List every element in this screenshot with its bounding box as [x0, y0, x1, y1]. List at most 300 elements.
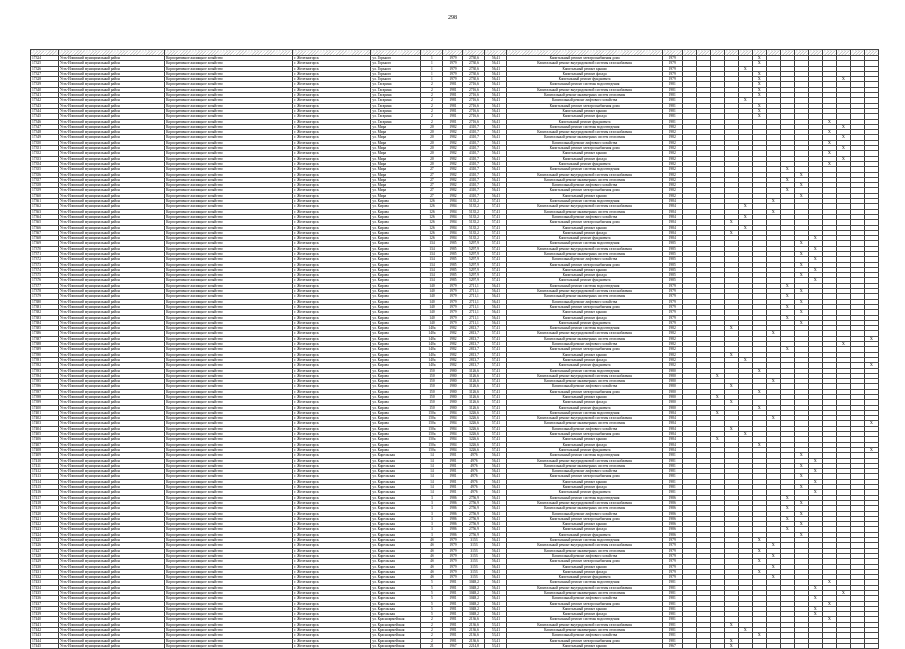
- table-cell: Корпоративное жилищное хозяйство: [165, 342, 293, 347]
- table-cell: 3: [421, 516, 443, 521]
- table-cell: 1984: [443, 442, 463, 447]
- table-cell: Капитальный ремонт лифтового хозяйства: [507, 384, 662, 389]
- work-mark: X: [808, 596, 822, 601]
- table-cell: 57,41: [485, 416, 507, 421]
- table-cell: Корпоративное жилищное хозяйство: [165, 124, 293, 129]
- table-cell: Капитальный ремонт электроснабжения дома: [507, 188, 662, 193]
- work-mark: X: [752, 93, 766, 98]
- table-cell: г. Железногорск: [293, 140, 371, 145]
- table-cell: 1984: [443, 426, 463, 431]
- table-cell: Корпоративное жилищное хозяйство: [165, 395, 293, 400]
- table-cell: 56,41: [485, 183, 507, 188]
- table-cell: 56,41: [485, 108, 507, 113]
- table-cell: 4976: [463, 463, 485, 468]
- table-cell: 1986: [443, 532, 463, 537]
- table-cell: 2711,1: [463, 304, 485, 309]
- table-cell: ул. Гагарина: [371, 103, 421, 108]
- table-cell: 17370: [31, 246, 59, 251]
- table-cell: ул. Кирова: [371, 447, 421, 452]
- table-cell: 1986: [662, 522, 682, 527]
- table-cell: 56,41: [485, 119, 507, 124]
- table-cell: Капитальный ремонт электроснабжения дома: [507, 601, 662, 606]
- table-cell: Корпоративное жилищное хозяйство: [165, 93, 293, 98]
- table-cell: 17420: [31, 511, 59, 516]
- table-cell: 17410: [31, 458, 59, 463]
- table-cell: 56,41: [485, 299, 507, 304]
- table-cell: 140: [421, 315, 443, 320]
- table-cell: 17374: [31, 267, 59, 272]
- empty-cell: [766, 643, 780, 648]
- table-cell: 5135,2: [463, 220, 485, 225]
- table-cell: 140а: [421, 326, 443, 331]
- table-cell: Корпоративное жилищное хозяйство: [165, 564, 293, 569]
- work-mark: X: [794, 500, 808, 505]
- table-cell: Усть-Илимский муниципальный район: [59, 569, 165, 574]
- table-cell: Капитальный ремонт электроснабжения дома: [507, 389, 662, 394]
- work-mark: X: [752, 633, 766, 638]
- table-cell: г. Железногорск: [293, 463, 371, 468]
- table-cell: 1984: [443, 220, 463, 225]
- table-cell: 1984: [443, 204, 463, 209]
- work-mark: X: [794, 273, 808, 278]
- table-cell: ул. Гагарина: [371, 114, 421, 119]
- table-cell: 1981: [662, 580, 682, 585]
- table-cell: Усть-Илимский муниципальный район: [59, 612, 165, 617]
- table-cell: 17342: [31, 98, 59, 103]
- table-cell: г. Железногорск: [293, 278, 371, 283]
- table-cell: 1981: [443, 485, 463, 490]
- table-cell: 1985: [662, 273, 682, 278]
- table-cell: 2711,1: [463, 315, 485, 320]
- table-cell: 17358: [31, 183, 59, 188]
- table-cell: Усть-Илимский муниципальный район: [59, 463, 165, 468]
- table-cell: 17351: [31, 146, 59, 151]
- table-cell: 1985: [443, 257, 463, 262]
- table-cell: 1982: [662, 124, 682, 129]
- table-cell: Капитальный ремонт фасада: [507, 273, 662, 278]
- table-cell: Корпоративное жилищное хозяйство: [165, 410, 293, 415]
- table-cell: 2711,1: [463, 294, 485, 299]
- table-cell: 1982: [443, 151, 463, 156]
- table-cell: Корпоративное жилищное хозяйство: [165, 66, 293, 71]
- table-cell: Усть-Илимский муниципальный район: [59, 580, 165, 585]
- work-mark: X: [808, 257, 822, 262]
- table-cell: Усть-Илимский муниципальный район: [59, 87, 165, 92]
- table-cell: 134: [421, 241, 443, 246]
- table-cell: 3126,6: [463, 379, 485, 384]
- table-cell: Капитальный ремонт электроснабжения дома: [507, 516, 662, 521]
- table-cell: Капитальный ремонт инженерных систем отопления: [507, 463, 662, 468]
- table-cell: Усть-Илимский муниципальный район: [59, 183, 165, 188]
- table-cell: 1980: [662, 368, 682, 373]
- table-cell: 17396: [31, 384, 59, 389]
- table-cell: 1981: [662, 633, 682, 638]
- table-cell: 1982: [662, 156, 682, 161]
- work-mark: X: [724, 326, 738, 331]
- table-cell: Капитальный ремонт фасада: [507, 315, 662, 320]
- table-cell: Корпоративное жилищное хозяйство: [165, 71, 293, 76]
- table-cell: Усть-Илимский муниципальный район: [59, 93, 165, 98]
- table-cell: Корпоративное жилищное хозяйство: [165, 214, 293, 219]
- table-cell: Капитальный ремонт внутридомовой системы газоснабжения: [507, 246, 662, 251]
- table-cell: г. Железногорск: [293, 400, 371, 405]
- table-cell: г. Железногорск: [293, 447, 371, 452]
- table-cell: Усть-Илимский муниципальный район: [59, 326, 165, 331]
- table-cell: 134: [421, 246, 443, 251]
- table-cell: ул. Карельская: [371, 527, 421, 532]
- table-cell: ул. Гагарина: [371, 119, 421, 124]
- table-cell: 1981: [662, 585, 682, 590]
- table-cell: 2: [421, 87, 443, 92]
- table-cell: 1979: [662, 299, 682, 304]
- table-cell: г. Железногорск: [293, 304, 371, 309]
- table-cell: 14: [421, 490, 443, 495]
- table-cell: 1985: [662, 262, 682, 267]
- work-mark: X: [808, 612, 822, 617]
- table-cell: г. Железногорск: [293, 209, 371, 214]
- table-cell: 4310,7: [463, 130, 485, 135]
- work-mark: X: [864, 447, 878, 452]
- table-cell: 2716,6: [463, 93, 485, 98]
- table-cell: Корпоративное жилищное хозяйство: [165, 368, 293, 373]
- table-cell: ул. Кирова: [371, 368, 421, 373]
- table-cell: 17324: [31, 56, 59, 61]
- table-cell: 1985: [662, 246, 682, 251]
- table-cell: Капитальный ремонт инженерных систем отопления: [507, 421, 662, 426]
- table-cell: Корпоративное жилищное хозяйство: [165, 490, 293, 495]
- table-cell: 1: [421, 66, 443, 71]
- table-cell: Усть-Илимский муниципальный район: [59, 193, 165, 198]
- table-cell: 27: [421, 167, 443, 172]
- table-cell: 1979: [443, 304, 463, 309]
- work-mark: X: [780, 495, 794, 500]
- table-cell: ул. Кирова: [371, 289, 421, 294]
- table-cell: 56,41: [485, 146, 507, 151]
- table-cell: 20: [421, 124, 443, 129]
- table-cell: 56,41: [485, 559, 507, 564]
- table-cell: 17369: [31, 241, 59, 246]
- table-cell: 57,41: [485, 426, 507, 431]
- table-cell: ул. Кирова: [371, 294, 421, 299]
- table-cell: Корпоративное жилищное хозяйство: [165, 458, 293, 463]
- table-cell: 53,41: [485, 617, 507, 622]
- table-cell: 20: [421, 140, 443, 145]
- table-cell: г. Железногорск: [293, 590, 371, 595]
- table-cell: 134: [421, 251, 443, 256]
- table-cell: 2716,6: [463, 98, 485, 103]
- table-cell: Капитальный ремонт лифтового хозяйства: [507, 469, 662, 474]
- table-cell: 56,41: [485, 114, 507, 119]
- table-cell: 56,41: [485, 103, 507, 108]
- table-cell: Капитальный ремонт внутридомовой системы газоснабжения: [507, 500, 662, 505]
- table-cell: Капитальный ремонт фундамента: [507, 447, 662, 452]
- table-cell: 1982: [662, 151, 682, 156]
- table-cell: 17430: [31, 564, 59, 569]
- work-mark: X: [738, 98, 752, 103]
- table-cell: ул. Мира: [371, 146, 421, 151]
- table-cell: Корпоративное жилищное хозяйство: [165, 310, 293, 315]
- table-cell: 1986: [662, 516, 682, 521]
- table-cell: г. Железногорск: [293, 421, 371, 426]
- work-mark: X: [836, 342, 850, 347]
- table-cell: Корпоративное жилищное хозяйство: [165, 596, 293, 601]
- table-cell: ул. Кирова: [371, 199, 421, 204]
- table-cell: 1984: [662, 209, 682, 214]
- work-mark: X: [780, 283, 794, 288]
- table-cell: Капитальный ремонт электроснабжения дома: [507, 56, 662, 61]
- table-cell: Капитальный ремонт фасада: [507, 400, 662, 405]
- table-cell: 57,41: [485, 379, 507, 384]
- table-cell: Корпоративное жилищное хозяйство: [165, 606, 293, 611]
- table-cell: 17383: [31, 315, 59, 320]
- table-cell: Капитальный ремонт фундамента: [507, 161, 662, 166]
- work-mark: X: [766, 543, 780, 548]
- table-cell: г. Железногорск: [293, 342, 371, 347]
- table-cell: 17327: [31, 71, 59, 76]
- table-cell: 134: [421, 257, 443, 262]
- table-cell: Усть-Илимский муниципальный район: [59, 119, 165, 124]
- table-cell: Корпоративное жилищное хозяйство: [165, 405, 293, 410]
- table-cell: Капитальный ремонт крыши: [507, 193, 662, 198]
- table-cell: 17325: [31, 61, 59, 66]
- table-cell: 1981: [443, 453, 463, 458]
- table-cell: 56,41: [485, 320, 507, 325]
- table-cell: Капитальный ремонт крыши: [507, 108, 662, 113]
- table-cell: ул. Мира: [371, 140, 421, 145]
- work-mark: X: [752, 103, 766, 108]
- table-cell: 1982: [443, 331, 463, 336]
- table-cell: 1984: [443, 447, 463, 452]
- table-cell: Усть-Илимский муниципальный район: [59, 299, 165, 304]
- table-cell: 1982: [443, 183, 463, 188]
- table-cell: Усть-Илимский муниципальный район: [59, 453, 165, 458]
- table-cell: 1967: [662, 643, 682, 648]
- table-cell: 1979: [662, 569, 682, 574]
- work-mark: X: [780, 294, 794, 299]
- table-cell: 2: [421, 633, 443, 638]
- table-cell: ул. Горького: [371, 56, 421, 61]
- table-cell: Корпоративное жилищное хозяйство: [165, 590, 293, 595]
- table-cell: 4310,7: [463, 193, 485, 198]
- table-cell: Капитальный ремонт фасада: [507, 114, 662, 119]
- table-cell: 2711,1: [463, 283, 485, 288]
- empty-cell: [696, 643, 710, 648]
- table-cell: 140: [421, 299, 443, 304]
- table-cell: Усть-Илимский муниципальный район: [59, 416, 165, 421]
- table-cell: 56,41: [485, 453, 507, 458]
- table-cell: 2756,9: [463, 516, 485, 521]
- table-cell: 4976: [463, 485, 485, 490]
- table-cell: Корпоративное жилищное хозяйство: [165, 103, 293, 108]
- table-cell: 2756,9: [463, 527, 485, 532]
- table-cell: Капитальный ремонт системы водоотведения: [507, 495, 662, 500]
- table-cell: Корпоративное жилищное хозяйство: [165, 140, 293, 145]
- table-cell: г. Железногорск: [293, 161, 371, 166]
- table-cell: 1979: [662, 553, 682, 558]
- table-cell: 1982: [662, 363, 682, 368]
- table-cell: 1980: [443, 395, 463, 400]
- table-cell: 17428: [31, 553, 59, 558]
- table-cell: Капитальный ремонт крыши: [507, 310, 662, 315]
- table-cell: 1980: [443, 405, 463, 410]
- table-cell: 56,41: [485, 538, 507, 543]
- table-cell: 3048,2: [463, 606, 485, 611]
- table-cell: 1981: [443, 108, 463, 113]
- table-cell: 150а: [421, 416, 443, 421]
- table-cell: 17384: [31, 320, 59, 325]
- table-cell: г. Железногорск: [293, 368, 371, 373]
- table-cell: Капитальный ремонт лифтового хозяйства: [507, 183, 662, 188]
- table-cell: 56,41: [485, 601, 507, 606]
- table-cell: ул. Кирова: [371, 257, 421, 262]
- table-cell: Корпоративное жилищное хозяйство: [165, 320, 293, 325]
- table-cell: 1982: [443, 124, 463, 129]
- table-cell: 1982: [662, 326, 682, 331]
- table-cell: Корпоративное жилищное хозяйство: [165, 469, 293, 474]
- table-cell: ул. Красноармейская: [371, 633, 421, 638]
- work-mark: X: [794, 172, 808, 177]
- table-cell: 56,41: [485, 469, 507, 474]
- table-cell: 2136,6: [463, 622, 485, 627]
- table-cell: 1984: [443, 416, 463, 421]
- table-cell: Капитальный ремонт системы водоотведения: [507, 124, 662, 129]
- work-mark: X: [752, 61, 766, 66]
- work-mark: X: [836, 77, 850, 82]
- table-cell: ул. Кирова: [371, 331, 421, 336]
- table-cell: Корпоративное жилищное хозяйство: [165, 416, 293, 421]
- table-cell: г. Железногорск: [293, 289, 371, 294]
- table-cell: Корпоративное жилищное хозяйство: [165, 289, 293, 294]
- table-cell: 4310,7: [463, 161, 485, 166]
- table-cell: 1979: [662, 320, 682, 325]
- table-cell: 14: [421, 469, 443, 474]
- table-cell: Усть-Илимский муниципальный район: [59, 251, 165, 256]
- table-cell: 17357: [31, 177, 59, 182]
- table-cell: 1979: [662, 56, 682, 61]
- table-cell: Корпоративное жилищное хозяйство: [165, 421, 293, 426]
- table-cell: Корпоративное жилищное хозяйство: [165, 236, 293, 241]
- table-cell: Усть-Илимский муниципальный район: [59, 485, 165, 490]
- empty-cell: [836, 643, 850, 648]
- table-cell: 17426: [31, 543, 59, 548]
- table-cell: Корпоративное жилищное хозяйство: [165, 522, 293, 527]
- empty-cell: [752, 643, 766, 648]
- table-cell: г. Железногорск: [293, 612, 371, 617]
- table-cell: 3126,6: [463, 384, 485, 389]
- table-cell: 1981: [662, 612, 682, 617]
- table-cell: 4976: [463, 474, 485, 479]
- table-cell: 17381: [31, 304, 59, 309]
- table-cell: 150: [421, 400, 443, 405]
- table-cell: Корпоративное жилищное хозяйство: [165, 220, 293, 225]
- table-cell: 3153: [463, 553, 485, 558]
- table-cell: 2813,7: [463, 336, 485, 341]
- table-cell: 1979: [662, 543, 682, 548]
- table-cell: 1979: [662, 315, 682, 320]
- work-mark: X: [794, 453, 808, 458]
- table-cell: Усть-Илимский муниципальный район: [59, 495, 165, 500]
- table-cell: 17415: [31, 485, 59, 490]
- table-cell: 1979: [662, 66, 682, 71]
- table-cell: ул. Мира: [371, 161, 421, 166]
- table-cell: 1985: [443, 251, 463, 256]
- table-cell: Усть-Илимский муниципальный район: [59, 151, 165, 156]
- table-cell: 17390: [31, 352, 59, 357]
- work-mark: X: [822, 151, 836, 156]
- table-cell: 20: [421, 135, 443, 140]
- table-cell: 1979: [662, 294, 682, 299]
- table-cell: 17413: [31, 474, 59, 479]
- table-cell: 1979: [662, 564, 682, 569]
- work-mark: X: [808, 278, 822, 283]
- table-cell: ул. Карельская: [371, 485, 421, 490]
- table-cell: Усть-Илимский муниципальный район: [59, 278, 165, 283]
- table-cell: Корпоративное жилищное хозяйство: [165, 437, 293, 442]
- table-cell: Капитальный ремонт лифтового хозяйства: [507, 553, 662, 558]
- work-mark: X: [794, 474, 808, 479]
- table-cell: 17366: [31, 225, 59, 230]
- table-cell: 56,41: [485, 161, 507, 166]
- table-cell: ул. Мира: [371, 177, 421, 182]
- table-cell: 150: [421, 395, 443, 400]
- table-cell: Корпоративное жилищное хозяйство: [165, 278, 293, 283]
- table-cell: ул. Кирова: [371, 304, 421, 309]
- table-cell: 56,41: [485, 522, 507, 527]
- table-cell: 1982: [443, 326, 463, 331]
- table-cell: Капитальный ремонт фундамента: [507, 490, 662, 495]
- table-cell: ул. Кирова: [371, 267, 421, 272]
- table-cell: 1984: [443, 236, 463, 241]
- table-cell: Корпоративное жилищное хозяйство: [165, 135, 293, 140]
- table-cell: 1982: [443, 167, 463, 172]
- table-cell: 53,41: [485, 643, 507, 648]
- table-cell: Усть-Илимский муниципальный район: [59, 543, 165, 548]
- table-cell: 56,41: [485, 188, 507, 193]
- table-cell: Капитальный ремонт фасада: [507, 527, 662, 532]
- work-mark: X: [724, 643, 738, 648]
- table-cell: 57,41: [485, 336, 507, 341]
- table-cell: Усть-Илимский муниципальный район: [59, 368, 165, 373]
- work-mark: X: [738, 225, 752, 230]
- work-mark: X: [794, 522, 808, 527]
- table-cell: Капитальный ремонт системы водоотведения: [507, 283, 662, 288]
- table-cell: 27: [421, 188, 443, 193]
- table-cell: 5297,9: [463, 257, 485, 262]
- table-cell: Корпоративное жилищное хозяйство: [165, 230, 293, 235]
- work-mark: X: [822, 161, 836, 166]
- table-cell: Капитальный ремонт лифтового хозяйства: [507, 426, 662, 431]
- work-mark: X: [724, 384, 738, 389]
- table-cell: ул. Карельская: [371, 559, 421, 564]
- table-cell: Усть-Илимский муниципальный район: [59, 66, 165, 71]
- work-mark: X: [738, 66, 752, 71]
- table-cell: Капитальный ремонт внутридомовой системы газоснабжения: [507, 289, 662, 294]
- table-cell: ул. Карельская: [371, 500, 421, 505]
- table-cell: 2: [421, 114, 443, 119]
- work-mark: X: [766, 575, 780, 580]
- table-cell: 1981: [443, 119, 463, 124]
- table-cell: 1979: [443, 575, 463, 580]
- table-cell: 56,41: [485, 56, 507, 61]
- table-cell: 56,41: [485, 66, 507, 71]
- table-cell: Капитальный ремонт инженерных систем отопления: [507, 506, 662, 511]
- table-cell: Корпоративное жилищное хозяйство: [165, 585, 293, 590]
- table-cell: Капитальный ремонт фасада: [507, 485, 662, 490]
- table-cell: ул. Кирова: [371, 241, 421, 246]
- table-cell: 17421: [31, 516, 59, 521]
- table-cell: Корпоративное жилищное хозяйство: [165, 87, 293, 92]
- table-cell: ул. Красноармейская: [371, 628, 421, 633]
